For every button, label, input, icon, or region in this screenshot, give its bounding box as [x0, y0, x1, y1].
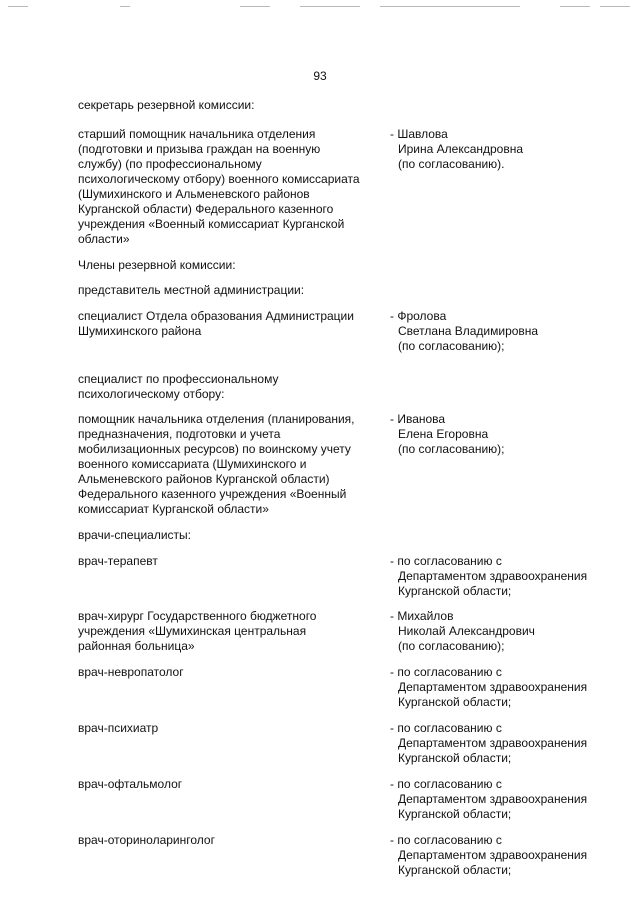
- position-line: Шумихинского района: [78, 324, 202, 338]
- member-name: [390, 721, 618, 766]
- position-description: [78, 833, 390, 878]
- member-name: [390, 833, 618, 878]
- document-body: [78, 98, 618, 878]
- member-line: Ирина Александровна: [398, 142, 524, 156]
- position-line: (подготовки и призыва граждан на военную: [78, 142, 321, 156]
- section-heading: представитель местной администрации:: [78, 283, 305, 297]
- section-heading: Члены резервной комиссии:: [78, 258, 236, 272]
- member-line: - Михайлов: [390, 609, 454, 623]
- position-line: военного комиссариата (Шумихинского и: [78, 457, 307, 471]
- member-line: Департаментом здравоохранения: [398, 848, 588, 862]
- member-line: - по согласованию с: [390, 777, 502, 791]
- position-line: врач-психиатр: [78, 721, 159, 735]
- member-line: Департаментом здравоохранения: [398, 680, 588, 694]
- member-line: Департаментом здравоохранения: [398, 569, 588, 583]
- position-description: [78, 412, 390, 517]
- member-line: Департаментом здравоохранения: [398, 792, 588, 806]
- position-line: психологическому отбору) военного комиссариата: [78, 172, 360, 186]
- scan-artifacts: [0, 0, 640, 12]
- position-description: [78, 127, 390, 247]
- member-line: Курганской области;: [398, 695, 512, 709]
- member-line: - по согласованию с: [390, 665, 502, 679]
- member-line: (по согласованию).: [398, 157, 505, 171]
- member-name: [390, 372, 618, 402]
- member-name: [390, 412, 618, 517]
- member-line: Николай Александрович: [398, 624, 535, 638]
- member-line: Светлана Владимировна: [398, 324, 539, 338]
- member-row: [78, 372, 618, 402]
- position-line: области»: [78, 232, 130, 246]
- member-row: [78, 554, 618, 599]
- position-line: врач-невропатолог: [78, 665, 184, 679]
- member-row: [78, 833, 618, 878]
- section-heading: врачи-специалисты:: [78, 528, 191, 542]
- position-line: психологическому отбору:: [78, 387, 225, 401]
- member-line: (по согласованию);: [398, 442, 505, 456]
- member-row: [78, 777, 618, 822]
- member-line: - Иванова: [390, 412, 446, 426]
- position-description: [78, 609, 390, 654]
- member-row: [78, 309, 618, 354]
- position-line: помощник начальника отделения (планирования,: [78, 412, 355, 426]
- member-line: Курганской области;: [398, 807, 512, 821]
- member-row: [78, 665, 618, 710]
- member-line: - Фролова: [390, 309, 447, 323]
- position-line: службу) (по профессиональному: [78, 157, 262, 171]
- position-line: Курганской области) Федерального казенного: [78, 202, 334, 216]
- position-description: [78, 665, 390, 710]
- page-number: 93: [313, 69, 327, 83]
- member-line: - по согласованию с: [390, 554, 502, 568]
- member-line: Елена Егоровна: [398, 427, 489, 441]
- position-line: врач-терапевт: [78, 554, 158, 568]
- position-line: районная больница»: [78, 639, 195, 653]
- position-line: Альменевского районов Курганской области): [78, 472, 330, 486]
- position-description: [78, 309, 390, 354]
- member-name: [390, 609, 618, 654]
- position-description: [78, 721, 390, 766]
- position-line: мобилизационных ресурсов) по воинскому учету: [78, 442, 351, 456]
- position-line: старший помощник начальника отделения: [78, 127, 316, 141]
- position-line: учреждения «Военный комиссариат Курганской: [78, 217, 345, 231]
- position-description: [78, 777, 390, 822]
- member-line: - Шавлова: [390, 127, 448, 141]
- position-line: (Шумихинского и Альменевского районов: [78, 187, 310, 201]
- position-line: учреждения «Шумихинская центральная: [78, 624, 307, 638]
- position-line: предназначения, подготовки и учета: [78, 427, 281, 441]
- position-description: [78, 554, 390, 599]
- member-name: [390, 309, 618, 354]
- position-line: Федерального казенного учреждения «Военный: [78, 487, 347, 501]
- member-name: [390, 554, 618, 599]
- member-line: Курганской области;: [398, 863, 512, 877]
- member-line: (по согласованию);: [398, 339, 505, 353]
- position-line: врач-офтальмолог: [78, 777, 183, 791]
- member-name: [390, 665, 618, 710]
- member-line: Курганской области;: [398, 584, 512, 598]
- member-line: Курганской области;: [398, 751, 512, 765]
- position-description: [78, 372, 390, 402]
- member-line: Департаментом здравоохранения: [398, 736, 588, 750]
- member-line: (по согласованию);: [398, 639, 505, 653]
- position-line: специалист Отдела образования Администрации: [78, 309, 354, 323]
- member-row: [78, 412, 618, 517]
- position-line: специалист по профессиональному: [78, 372, 279, 386]
- member-line: - по согласованию с: [390, 721, 502, 735]
- position-line: врач-оториноларинголог: [78, 833, 215, 847]
- section-heading: секретарь резервной комиссии:: [78, 98, 255, 112]
- position-line: врач-хирург Государственного бюджетного: [78, 609, 317, 623]
- position-line: комиссариат Курганской области»: [78, 502, 269, 516]
- member-name: [390, 777, 618, 822]
- member-row: [78, 609, 618, 654]
- member-row: [78, 721, 618, 766]
- member-line: - по согласованию с: [390, 833, 502, 847]
- member-row: [78, 127, 618, 247]
- member-name: [390, 127, 618, 247]
